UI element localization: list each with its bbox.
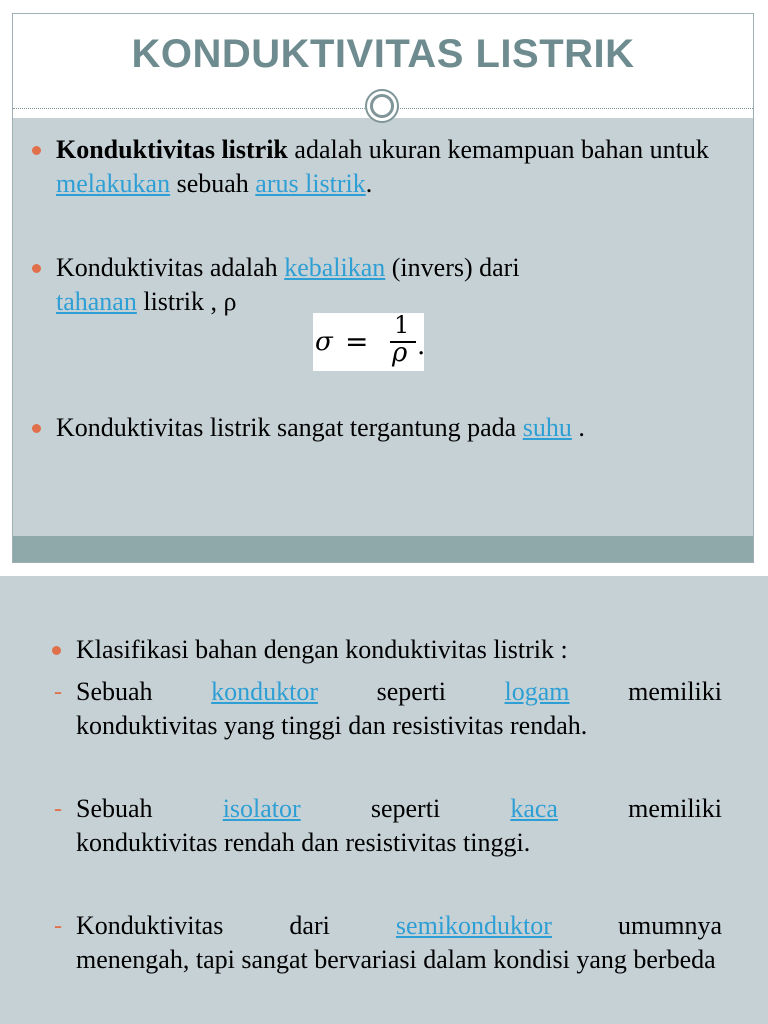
item-conductor	[54, 675, 723, 743]
bullet-definition	[56, 133, 736, 201]
formula-numerator: 1	[394, 311, 410, 339]
dash-marker: -	[54, 913, 62, 939]
link-konduktor[interactable]: konduktor	[211, 677, 319, 706]
classification-heading	[76, 633, 726, 667]
link-arus-listrik[interactable]: arus listrik	[255, 169, 366, 198]
bullet-text: (invers) dari	[385, 253, 520, 282]
item-text: umumnya	[618, 911, 722, 940]
ornament-circle-icon	[365, 89, 399, 123]
link-logam[interactable]: logam	[504, 677, 570, 706]
bullet-temperature	[56, 411, 736, 445]
item-text: seperti	[376, 677, 446, 706]
formula-period: .	[417, 331, 426, 361]
link-kaca[interactable]: kaca	[510, 794, 558, 823]
conductivity-formula	[313, 313, 424, 371]
bullet-dot-icon	[32, 264, 41, 273]
item-text: memiliki	[628, 794, 722, 823]
item-text: menengah, tapi sangat bervariasi dalam kondisi yang berbeda	[76, 945, 716, 974]
bullet-text: adalah ukuran kemampuan bahan untuk	[287, 135, 709, 164]
item-text: dari	[289, 911, 330, 940]
item-insulator	[54, 792, 722, 860]
term-bold: Konduktivitas listrik	[56, 135, 288, 164]
slide-header	[13, 14, 753, 118]
slide-footer-bar	[13, 536, 753, 562]
formula-equals: =	[345, 325, 369, 358]
item-semiconductor	[54, 909, 722, 977]
bullet-dot-icon	[52, 646, 61, 655]
item-text: Sebuah	[76, 794, 153, 823]
bullet-text: listrik , ρ	[136, 287, 237, 316]
item-text: memiliki	[628, 677, 723, 706]
bullet-text: Konduktivitas listrik sangat tergantung pada	[56, 413, 523, 442]
bullet-text: sebuah	[170, 169, 256, 198]
link-suhu[interactable]: suhu	[522, 413, 572, 442]
formula-sigma: σ	[315, 327, 333, 357]
link-tahanan[interactable]: tahanan	[56, 287, 137, 316]
item-text: seperti	[370, 794, 441, 823]
link-melakukan[interactable]: melakukan	[56, 169, 171, 198]
slide-title: KONDUKTIVITAS LISTRIK	[131, 32, 635, 76]
formula-denominator: ρ	[392, 338, 408, 368]
bullet-text: .	[571, 413, 585, 442]
bullet-text: Konduktivitas adalah	[56, 253, 285, 282]
item-text: konduktivitas yang tinggi dan resistivitas rendah.	[76, 711, 588, 740]
link-isolator[interactable]: isolator	[222, 794, 301, 823]
heading-text: Klasifikasi bahan dengan konduktivitas listrik :	[76, 635, 568, 664]
link-kebalikan[interactable]: kebalikan	[284, 253, 386, 282]
item-text: Sebuah	[76, 677, 153, 706]
link-semikonduktor[interactable]: semikonduktor	[395, 911, 552, 940]
item-text: Konduktivitas	[76, 911, 224, 940]
bullet-inverse	[56, 251, 736, 319]
bullet-text: .	[365, 169, 373, 198]
dash-marker: -	[54, 796, 62, 822]
item-text: konduktivitas rendah dan resistivitas tinggi.	[76, 828, 531, 857]
bullet-dot-icon	[32, 146, 41, 155]
dash-marker: -	[54, 679, 62, 705]
bullet-dot-icon	[32, 424, 41, 433]
